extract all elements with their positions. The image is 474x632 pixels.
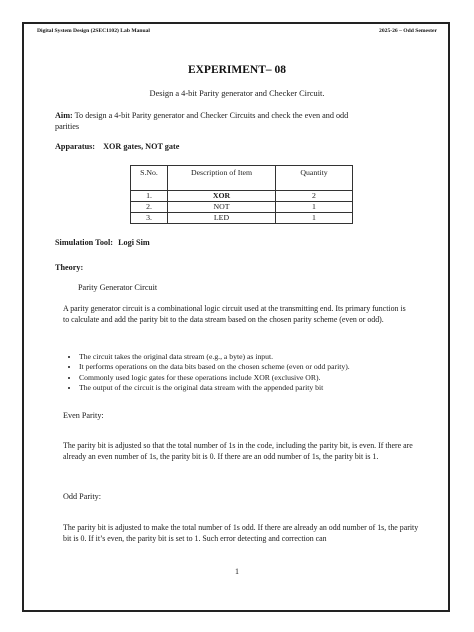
odd-parity-heading: Odd Parity: bbox=[63, 492, 101, 501]
parity-generator-bullet-list bbox=[63, 352, 439, 394]
list-item: • It performs operations on the data bits based on the chosen scheme (even or odd parity). bbox=[79, 362, 439, 372]
table-header-cell: Quantity bbox=[276, 166, 353, 191]
table-cell: 1. bbox=[131, 191, 168, 202]
simulation-tool bbox=[55, 237, 150, 248]
aim-text: To design a 4-bit Parity generator and Checker Circuits and check the even and odd parities bbox=[55, 111, 349, 131]
table-row bbox=[131, 191, 353, 202]
simulation-tool-label: Simulation Tool: bbox=[55, 238, 114, 247]
table-cell: 1 bbox=[276, 202, 353, 213]
even-parity-paragraph: The parity bit is adjusted so that the total number of 1s in the code, including the parity bit, is even. If there are already an even number of 1s, the parity bit is 0. If there are an odd number of 1s, the parity bit is 1. bbox=[63, 441, 413, 461]
list-item: • Commonly used logic gates for these operations include XOR (exclusive OR). bbox=[79, 373, 439, 383]
header-course-title: Digital System Design (2SEC1102) Lab Manual bbox=[37, 28, 150, 34]
header-semester: 2025-26 – Odd Semester bbox=[379, 28, 437, 34]
even-parity-heading: Even Parity: bbox=[63, 411, 104, 420]
table-row bbox=[131, 202, 353, 213]
aim-section bbox=[55, 110, 355, 132]
parity-generator-heading: Parity Generator Circuit bbox=[78, 283, 158, 292]
table-cell: 3. bbox=[131, 213, 168, 224]
odd-parity-paragraph: The parity bit is adjusted to make the total number of 1s odd. If there are already an odd number of 1s, the parity bit is 0. If it’s even, the parity bit is set to 1. Such error detecting and correction can bbox=[63, 523, 419, 543]
page-header bbox=[37, 28, 437, 34]
table-cell: NOT bbox=[168, 202, 276, 213]
aim-label: Aim: bbox=[55, 111, 73, 120]
page-number: 1 bbox=[235, 567, 239, 576]
table-header-row bbox=[131, 166, 353, 191]
table-row bbox=[131, 213, 353, 224]
theory-heading: Theory: bbox=[55, 263, 84, 272]
apparatus-section bbox=[55, 141, 179, 152]
simulation-tool-text: Logi Sim bbox=[118, 238, 150, 247]
list-item: • The circuit takes the original data stream (e.g., a byte) as input. bbox=[79, 352, 439, 362]
list-item: • The output of the circuit is the original data stream with the appended parity bit bbox=[79, 383, 439, 393]
table-cell: LED bbox=[168, 213, 276, 224]
apparatus-text: XOR gates, NOT gate bbox=[103, 142, 180, 151]
apparatus-label: Apparatus: bbox=[55, 142, 96, 151]
table-cell: XOR bbox=[168, 191, 276, 202]
table-header-cell: Description of Item bbox=[168, 166, 276, 191]
parity-generator-paragraph: A parity generator circuit is a combinational logic circuit used at the transmitting end. Its primary function is to calculate and add the parity bit to the data stream based on the chosen parity scheme (even or odd). bbox=[63, 304, 406, 324]
experiment-subtitle: Design a 4-bit Parity generator and Checker Circuit. bbox=[149, 89, 325, 98]
experiment-title: EXPERIMENT– 08 bbox=[187, 64, 287, 76]
table-cell: 2 bbox=[276, 191, 353, 202]
table-header-cell: S.No. bbox=[131, 166, 168, 191]
table-cell: 2. bbox=[131, 202, 168, 213]
apparatus-table bbox=[130, 165, 353, 224]
table-cell: 1 bbox=[276, 213, 353, 224]
